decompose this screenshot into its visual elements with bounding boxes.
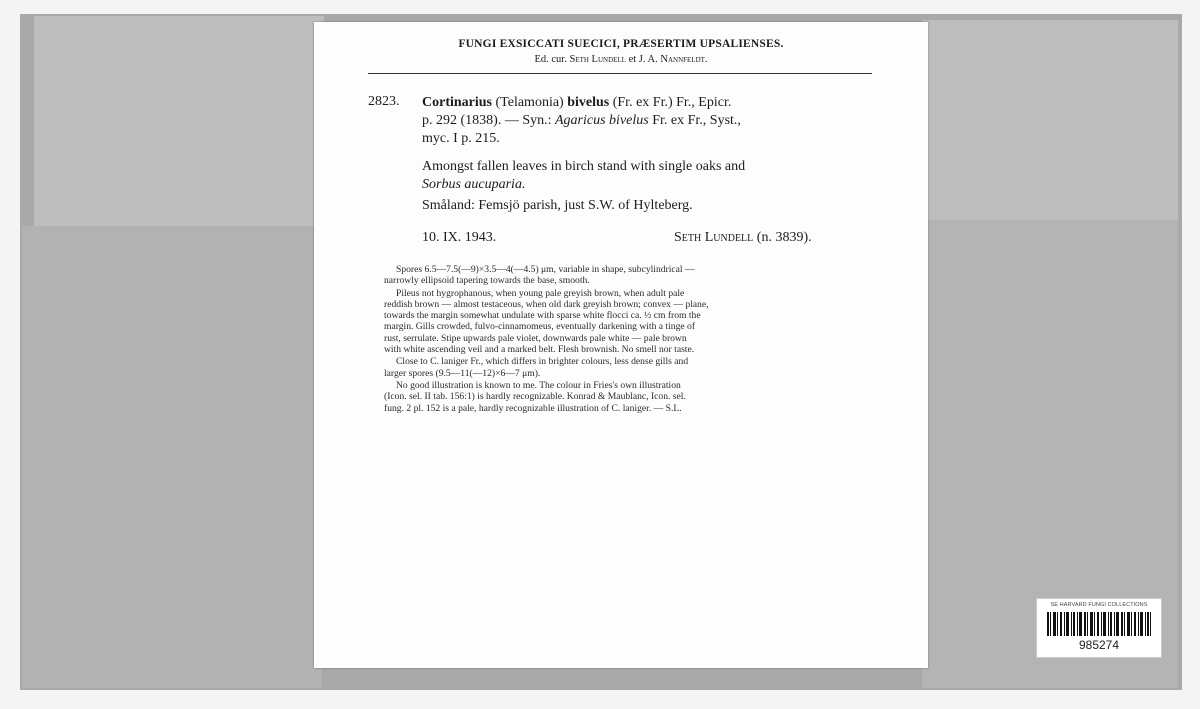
notes-line: Pileus not hygrophanous, when young pale greyish brown, when adult pale (396, 287, 685, 299)
notes-line: Spores 6.5—7.5(—9)×3.5—4(—4.5) μm, variable in shape, subcylindrical — (396, 264, 695, 275)
notes-line: rust, serrulate. Stipe upwards pale violet, downwards pale white — pale brown (384, 332, 687, 344)
notes-line: (Icon. sel. II tab. 156:1) is hardly recognizable. Konrad & Maublanc, Icon. sel. (384, 391, 686, 403)
specimen-label (314, 22, 928, 668)
notes-line: fung. 2 pl. 152 is a pale, hardly recognizable illustration of C. laniger. — S.L. (384, 402, 682, 414)
notes-line: larger spores (9.5—11(—12)×6—7 μm). (384, 367, 541, 379)
notes-line: reddish brown — almost testaceous, when old dark greyish brown; convex — plane, (384, 298, 709, 310)
habitat-line: Amongst fallen leaves in birch stand with single oaks and (422, 159, 746, 174)
publication-line: p. 292 (1838). — Syn.: (422, 113, 552, 128)
editor-2: J. A. Nannfeldt. (638, 54, 708, 65)
folder-flap-left (34, 16, 324, 226)
series-title: FUNGI EXSICCATI SUECICI, PRÆSERTIM UPSALIENSES. (458, 38, 784, 50)
synonym-reference: myc. I p. 215. (422, 131, 500, 146)
habitat-block (422, 158, 892, 194)
notes-line: margin. Gills crowded, fulvo-cinnamomeus, eventually darkening with a tinge of (384, 321, 696, 333)
notes-illustration (384, 380, 884, 414)
subgenus: (Telamonia) (495, 95, 564, 110)
folder-flap-right (922, 20, 1178, 220)
synonym-author: Fr. ex Fr., Syst., (652, 113, 741, 128)
locality: Småland: Femsjö parish, just S.W. of Hylteberg. (422, 198, 693, 213)
editors-line (314, 54, 928, 65)
synonym-name: Agaricus bivelus (555, 113, 649, 128)
header-divider (368, 73, 872, 74)
notes-line: towards the margin somewhat undulate with sparse white flocci ca. ½ cm from the (384, 310, 701, 322)
notes-spores (384, 264, 884, 287)
editors-prefix: Ed. cur. (534, 54, 567, 65)
collection-date: 10. IX. 1943. (422, 230, 497, 245)
collector-name: Seth Lundell (674, 230, 754, 245)
editors-et: et (628, 54, 637, 65)
barcode-label (1036, 598, 1162, 658)
habitat-host: Sorbus aucuparia. (422, 177, 526, 192)
barcode-number: 985274 (1078, 638, 1120, 652)
folder-panel-left (22, 226, 322, 688)
notes-line: narrowly ellipsoid tapering towards the base, smooth. (384, 275, 590, 287)
notes-line: Close to C. laniger Fr., which differs in brighter colours, less dense gills and (396, 356, 689, 368)
notes-line: No good illustration is known to me. The colour in Fries's own illustration (396, 379, 681, 391)
species-author: (Fr. ex Fr.) Fr., Epicr. (612, 95, 732, 110)
barcode-icon (1047, 612, 1151, 636)
notes-pileus (384, 288, 884, 356)
description-notes (384, 264, 884, 415)
notes-line: with white ascending veil and a marked belt. Flesh brownish. No smell nor taste. (384, 344, 695, 356)
barcode-title: SE HARVARD FUNGI COLLECTIONS (1050, 602, 1148, 608)
collector (674, 230, 812, 246)
epithet: bivelus (567, 95, 610, 110)
notes-comparison (384, 356, 884, 379)
specimen-number: 2823. (368, 94, 400, 109)
genus: Cortinarius (422, 95, 492, 110)
editor-1: Seth Lundell (569, 54, 626, 65)
species-name-block (422, 94, 882, 148)
collector-number: (n. 3839). (756, 230, 812, 245)
